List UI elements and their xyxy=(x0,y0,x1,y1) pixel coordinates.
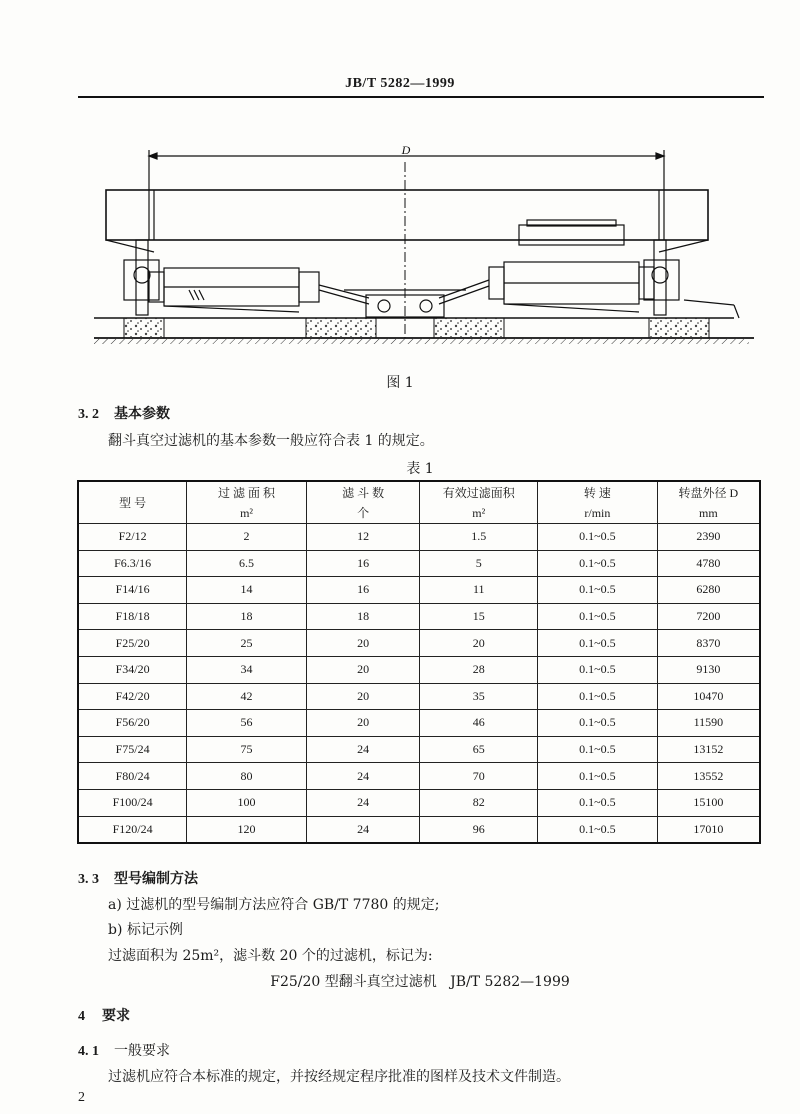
table-cell: 10470 xyxy=(657,683,760,710)
table-cell: F80/24 xyxy=(78,763,187,790)
table-cell: 1.5 xyxy=(420,524,538,551)
table-cell: 80 xyxy=(187,763,307,790)
table-cell: F2/12 xyxy=(78,524,187,551)
table-cell: 24 xyxy=(306,736,420,763)
figure-drawing xyxy=(94,140,754,350)
table-row xyxy=(78,550,760,577)
table-row xyxy=(78,577,760,604)
table-cell: 17010 xyxy=(657,816,760,843)
table-cell: F6.3/16 xyxy=(78,550,187,577)
header-line1: 型 号 xyxy=(119,495,147,510)
table-cell: 0.1~0.5 xyxy=(538,577,658,604)
table-cell: 24 xyxy=(306,789,420,816)
table-cell: 0.1~0.5 xyxy=(538,550,658,577)
table-row xyxy=(78,710,760,737)
page-number: 2 xyxy=(78,1090,85,1105)
table-cell: 46 xyxy=(420,710,538,737)
table-row xyxy=(78,656,760,683)
table-cell: 11590 xyxy=(657,710,760,737)
table-cell: 15 xyxy=(420,603,538,630)
table-cell: 34 xyxy=(187,656,307,683)
item-b: b) 标记示例 xyxy=(108,922,183,938)
section-4-1-text: 过滤机应符合本标准的规定，并按经规定程序批准的图样及技术文件制造。 xyxy=(108,1069,570,1085)
header-line1: 转 速 xyxy=(583,485,611,500)
section-title: 要求 xyxy=(102,1008,130,1024)
table-cell: F34/20 xyxy=(78,656,187,683)
table-cell: 14 xyxy=(187,577,307,604)
section-number: 4. 1 xyxy=(78,1044,99,1059)
example-mark: F25/20 型翻斗真空过滤机 JB/T 5282—1999 xyxy=(270,974,570,990)
table-cell: 0.1~0.5 xyxy=(538,710,658,737)
table-cell: 20 xyxy=(306,683,420,710)
section-title: 型号编制方法 xyxy=(114,871,198,887)
table-cell: 6.5 xyxy=(187,550,307,577)
table-cell: 0.1~0.5 xyxy=(538,736,658,763)
table-cell: 13552 xyxy=(657,763,760,790)
table-cell: 8370 xyxy=(657,630,760,657)
table-cell: 28 xyxy=(420,656,538,683)
table-cell: F25/20 xyxy=(78,630,187,657)
header-rule xyxy=(78,96,764,98)
table-cell: 24 xyxy=(306,816,420,843)
example-text: 过滤面积为 25m²，滤斗数 20 个的过滤机，标记为: xyxy=(108,948,433,964)
table-cell: 35 xyxy=(420,683,538,710)
header-unit: m² xyxy=(240,505,253,520)
table-cell: 0.1~0.5 xyxy=(538,656,658,683)
section-number: 4 xyxy=(78,1009,85,1024)
table-cell: 0.1~0.5 xyxy=(538,816,658,843)
section-title: 一般要求 xyxy=(114,1043,170,1059)
table-cell: 15100 xyxy=(657,789,760,816)
table-cell: 0.1~0.5 xyxy=(538,683,658,710)
section-3-2-heading xyxy=(78,403,170,423)
table-cell: 70 xyxy=(420,763,538,790)
table-cell: 120 xyxy=(187,816,307,843)
table-cell: 0.1~0.5 xyxy=(538,789,658,816)
table-cell: 0.1~0.5 xyxy=(538,524,658,551)
figure-caption: 图 1 xyxy=(386,375,414,391)
table-cell: F120/24 xyxy=(78,816,187,843)
table-cell: 18 xyxy=(187,603,307,630)
table-cell: F42/20 xyxy=(78,683,187,710)
section-4-heading xyxy=(78,1005,130,1025)
table-cell: 75 xyxy=(187,736,307,763)
header-line1: 过 滤 面 积 xyxy=(218,485,276,500)
table-cell: 7200 xyxy=(657,603,760,630)
section-3-3-heading xyxy=(78,868,198,888)
table-cell: 16 xyxy=(306,577,420,604)
table-cell: 65 xyxy=(420,736,538,763)
table-header-cell xyxy=(306,481,420,524)
table-row xyxy=(78,603,760,630)
table-header-cell xyxy=(538,481,658,524)
table-cell: F75/24 xyxy=(78,736,187,763)
table-cell: 12 xyxy=(306,524,420,551)
table-row xyxy=(78,524,760,551)
table-row xyxy=(78,736,760,763)
header-unit: r/min xyxy=(584,505,611,520)
table-cell: 20 xyxy=(306,710,420,737)
table-cell: 18 xyxy=(306,603,420,630)
section-number: 3. 3 xyxy=(78,872,99,887)
table-cell: 42 xyxy=(187,683,307,710)
section-number: 3. 2 xyxy=(78,407,99,422)
table-header-row xyxy=(78,481,760,524)
table-cell: F100/24 xyxy=(78,789,187,816)
table-cell: 96 xyxy=(420,816,538,843)
table-cell: 5 xyxy=(420,550,538,577)
table-cell: 0.1~0.5 xyxy=(538,630,658,657)
table-cell: 56 xyxy=(187,710,307,737)
table-cell: F18/18 xyxy=(78,603,187,630)
header-unit: m² xyxy=(472,505,486,520)
header-line1: 滤 斗 数 xyxy=(342,485,385,500)
table-cell: 0.1~0.5 xyxy=(538,603,658,630)
table-row xyxy=(78,789,760,816)
header-unit: mm xyxy=(699,505,718,520)
table-cell: 20 xyxy=(306,630,420,657)
table-cell: 11 xyxy=(420,577,538,604)
table-cell: 20 xyxy=(420,630,538,657)
table-row xyxy=(78,763,760,790)
table-body xyxy=(78,524,760,844)
table-cell: F56/20 xyxy=(78,710,187,737)
header-line1: 转盘外径 D xyxy=(678,485,739,500)
item-a: a) 过滤机的型号编制方法应符合 GB/T 7780 的规定; xyxy=(108,897,440,913)
table-cell: 2 xyxy=(187,524,307,551)
table-cell: 9130 xyxy=(657,656,760,683)
table-cell: 100 xyxy=(187,789,307,816)
table-header-cell xyxy=(187,481,307,524)
table-cell: F14/16 xyxy=(78,577,187,604)
table-cell: 24 xyxy=(306,763,420,790)
table-caption: 表 1 xyxy=(406,461,434,477)
table-cell: 16 xyxy=(306,550,420,577)
table-cell: 0.1~0.5 xyxy=(538,763,658,790)
section-3-2-text: 翻斗真空过滤机的基本参数一般应符合表 1 的规定。 xyxy=(108,433,434,449)
page-header: JB/T 5282—1999 xyxy=(345,76,455,91)
table-cell: 2390 xyxy=(657,524,760,551)
table-header-cell xyxy=(78,481,187,524)
header-unit: 个 xyxy=(357,505,370,520)
header-line1: 有效过滤面积 xyxy=(442,485,515,500)
parameters-table xyxy=(77,480,761,844)
table-row xyxy=(78,630,760,657)
table-cell: 82 xyxy=(420,789,538,816)
table-row xyxy=(78,816,760,843)
table-row xyxy=(78,683,760,710)
table-cell: 13152 xyxy=(657,736,760,763)
table-cell: 25 xyxy=(187,630,307,657)
table-header-cell xyxy=(657,481,760,524)
section-title: 基本参数 xyxy=(114,406,170,422)
table-cell: 20 xyxy=(306,656,420,683)
dimension-label: D xyxy=(401,143,411,157)
table-cell: 6280 xyxy=(657,577,760,604)
table-header-cell xyxy=(420,481,538,524)
section-4-1-heading xyxy=(78,1040,170,1060)
table-cell: 4780 xyxy=(657,550,760,577)
